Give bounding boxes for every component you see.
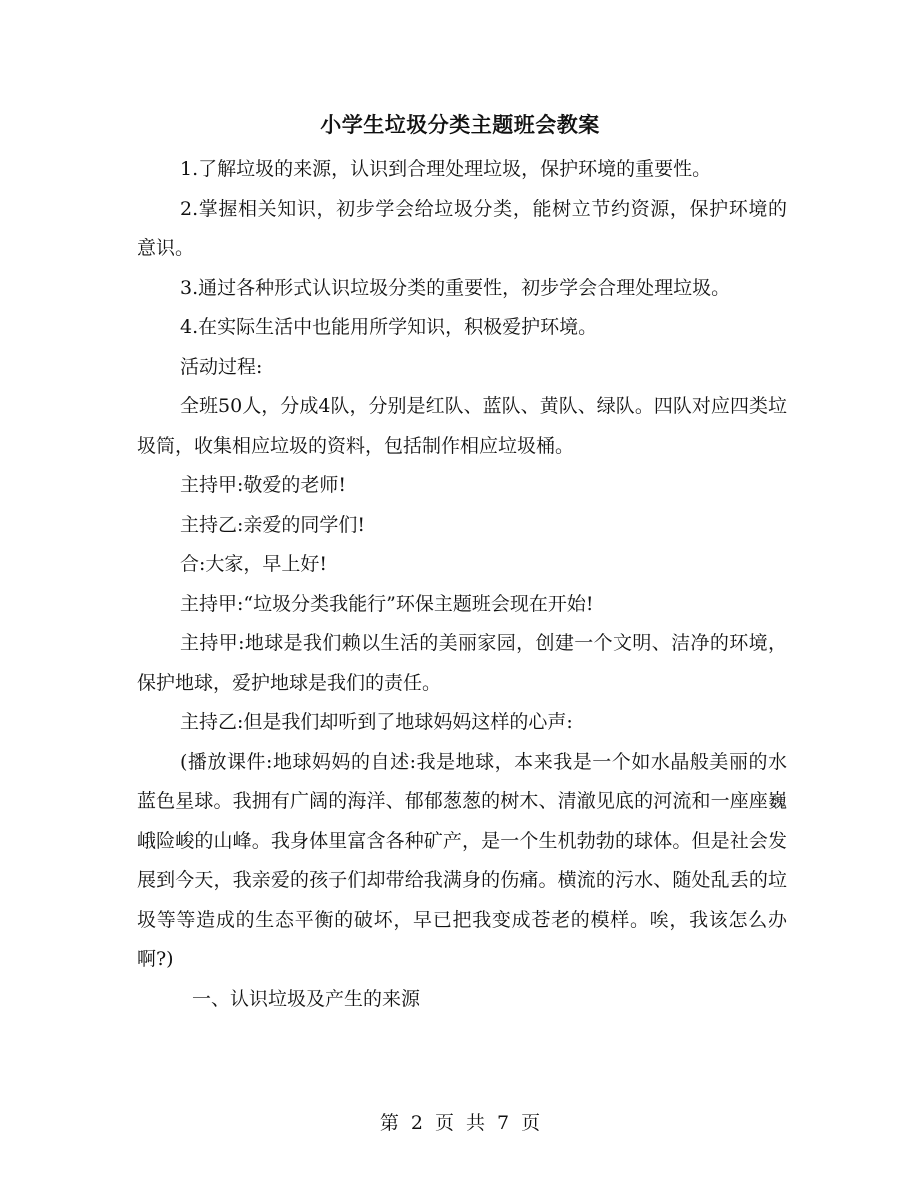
page-footer: 第 2 页 共 7 页 (379, 1112, 541, 1134)
paragraph-team-setup: 全班50人，分成4队，分别是红队、蓝队、黄队、绿队。四队对应四类垃圾筒，收集相应垃圾的资料，包括制作相应垃圾桶。 (137, 395, 787, 457)
paragraph-objective-4: 4.在实际生活中也能用所学知识，积极爱护环境。 (180, 316, 598, 338)
paragraph-objective-2: 2.掌握相关知识，初步学会给垃圾分类，能树立节约资源，保护环境的意识。 (137, 197, 787, 259)
paragraph-host-b-voice: 主持乙:但是我们却听到了地球妈妈这样的心声: (180, 711, 573, 733)
paragraph-together-greeting: 合:大家，早上好! (180, 553, 328, 575)
paragraph-earth-monologue: (播放课件:地球妈妈的自述:我是地球，本来我是一个如水晶般美丽的水蓝色星球。我拥有广阔的海洋、郁郁葱葱的树木、清澈见底的河流和一座座巍峨险峻的山峰。我身体里富含各种矿产，是一个生机勃勃的球体。但是社会发展到今天，我亲爱的孩子们却带给我满身的伤痛。横流的污水、随处乱丢的垃圾等等造成的生态平衡的破坏，早已把我变成苍老的模样。唉，我该怎么办啊?) (137, 750, 787, 970)
paragraph-host-b-greeting: 主持乙:亲爱的同学们! (180, 513, 366, 536)
section-heading-1: 一、认识垃圾及产生的来源 (192, 987, 421, 1010)
document-title: 小学生垃圾分类主题班会教案 (320, 112, 600, 137)
paragraph-host-a-opening: 主持甲:“垃圾分类我能行”环保主题班会现在开始! (180, 592, 594, 615)
paragraph-host-a-greeting: 主持甲:敬爱的老师! (180, 474, 347, 496)
paragraph-host-a-earth: 主持甲:地球是我们赖以生活的美丽家园，创建一个文明、洁净的环境，保护地球，爱护地球是我们的责任。 (137, 632, 787, 694)
paragraph-objective-3: 3.通过各种形式认识垃圾分类的重要性，初步学会合理处理垃圾。 (180, 276, 731, 299)
paragraph-activity-heading: 活动过程: (180, 355, 263, 378)
document-body (137, 150, 787, 1019)
paragraph-objective-1: 1.了解垃圾的来源，认识到合理处理垃圾，保护环境的重要性。 (180, 158, 712, 180)
